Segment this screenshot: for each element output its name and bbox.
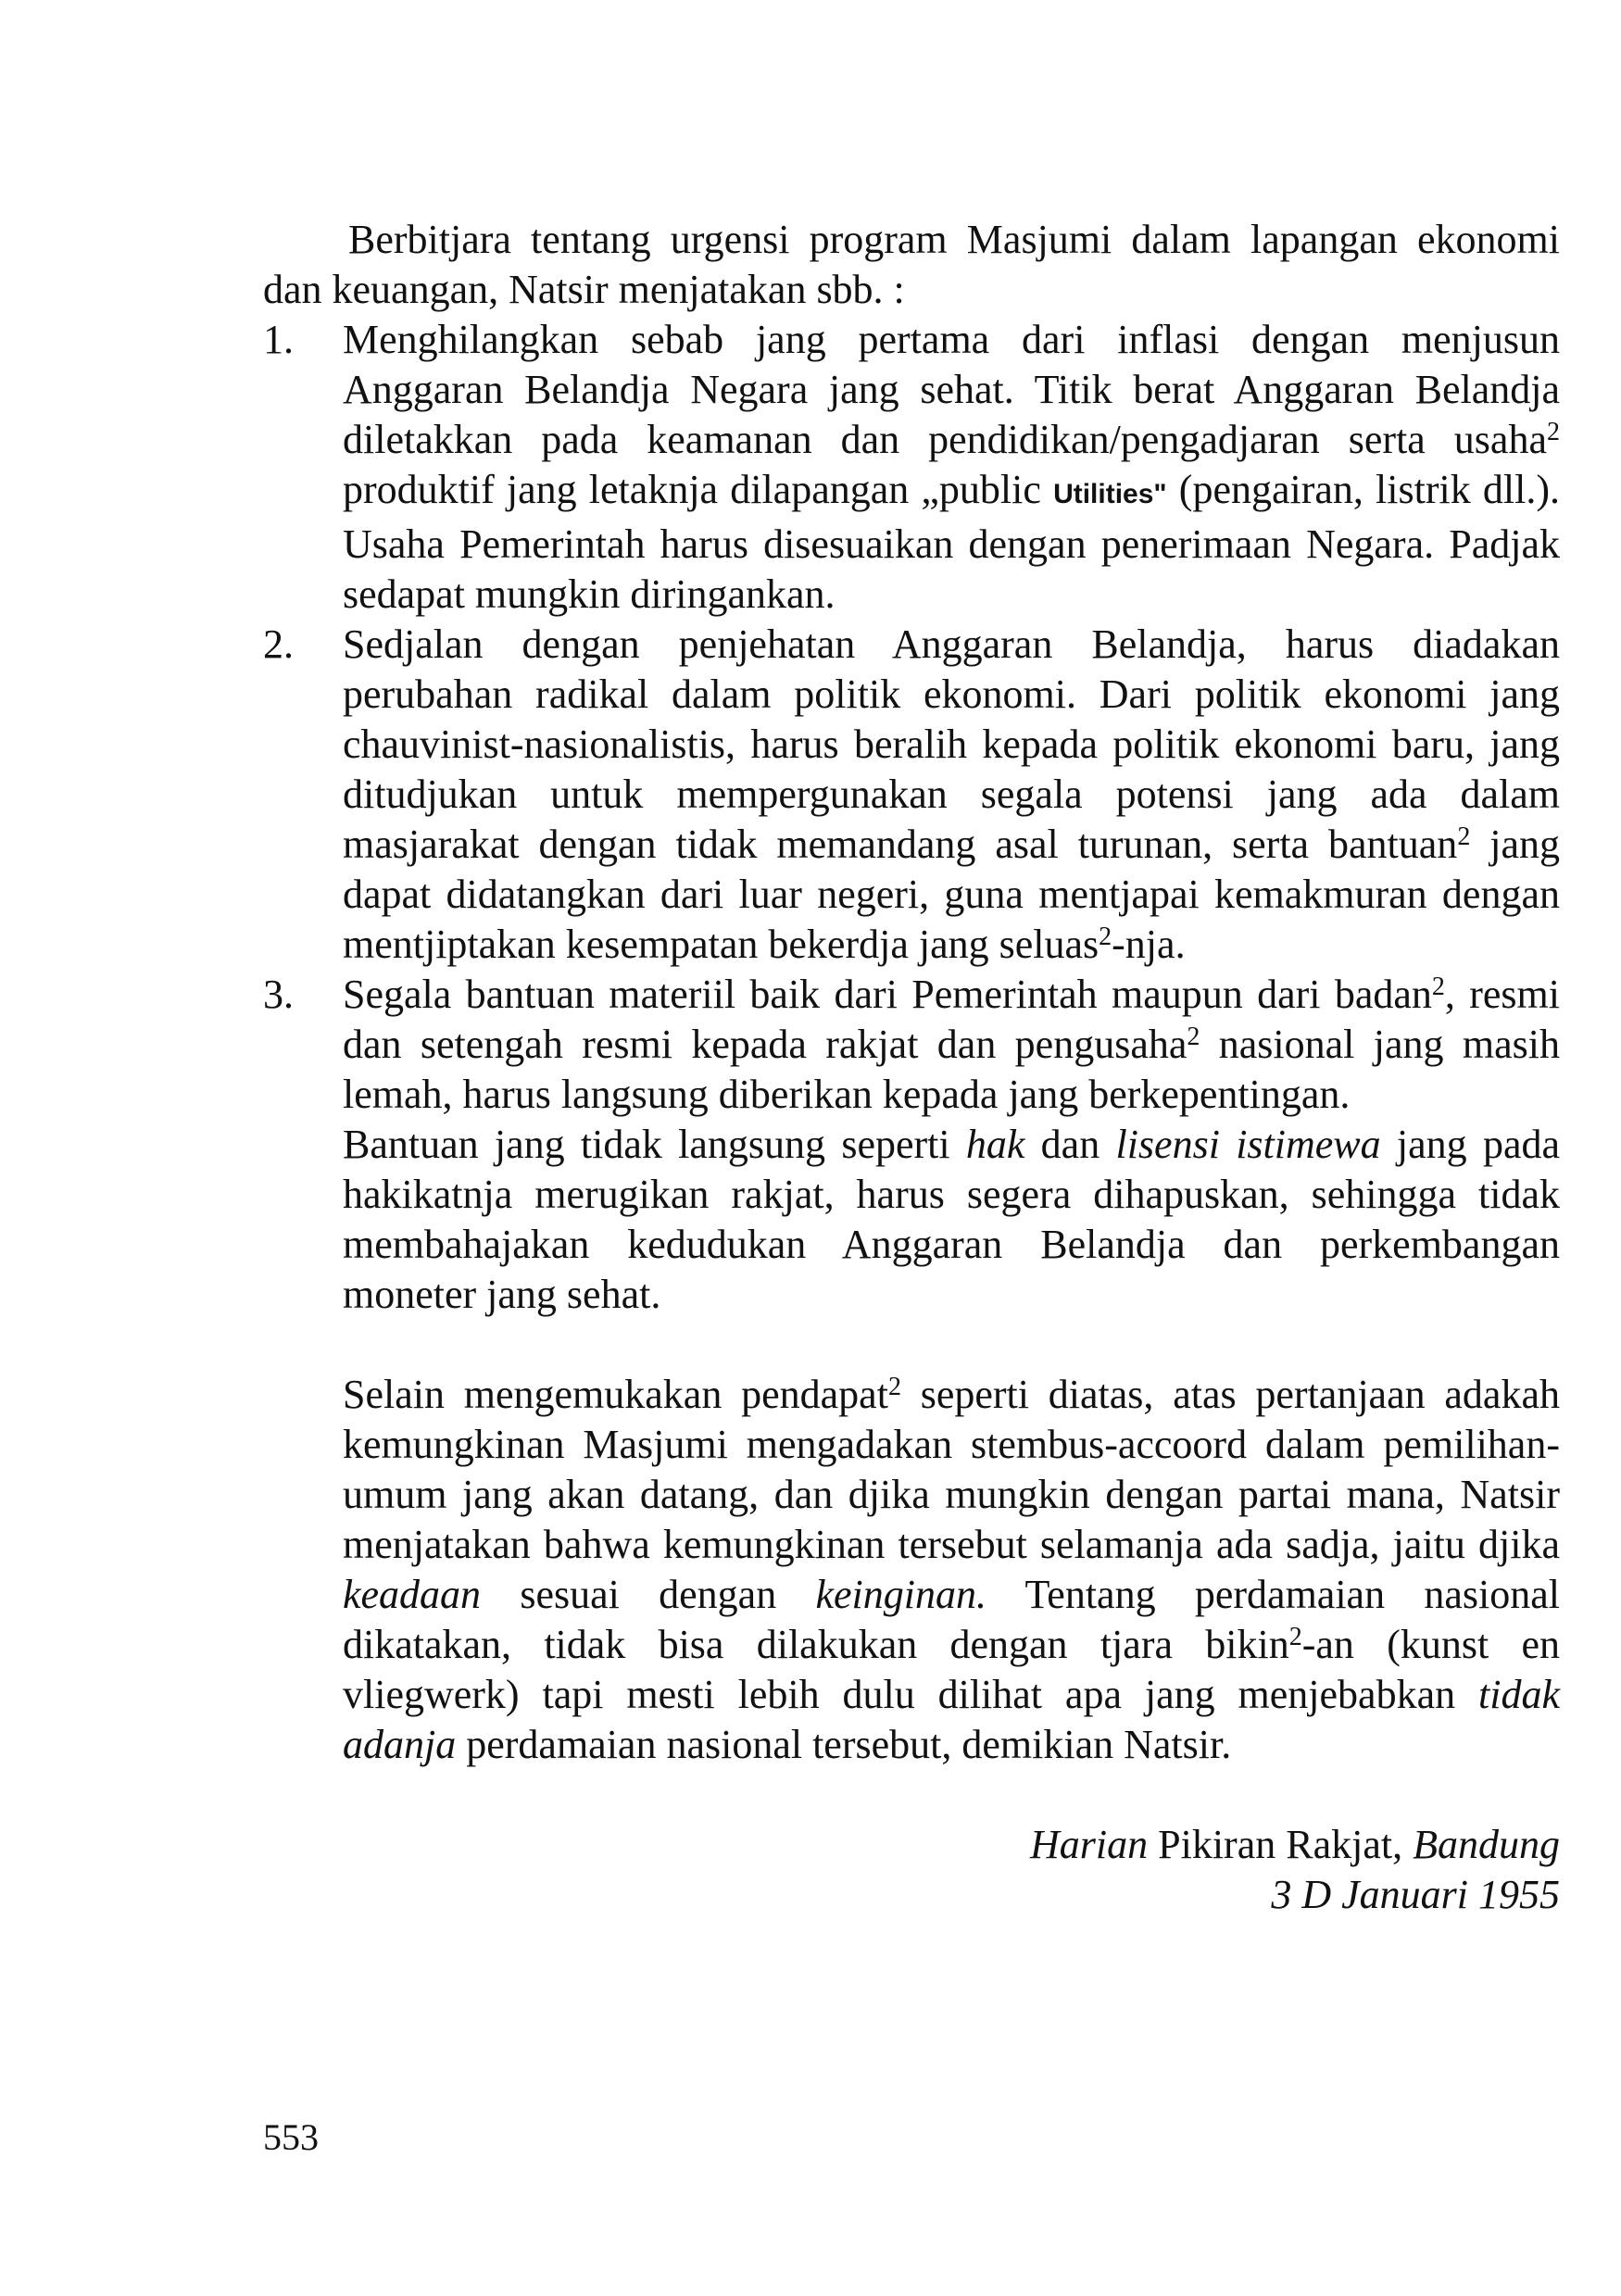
source-publication: Harian Pikiran Rakjat, Bandung <box>1030 1822 1560 1867</box>
page-number: 553 <box>263 2116 319 2158</box>
intro-paragraph: Berbitjara tentang urgensi program Masjumi dalam lapangan ekonomi dan keuangan, Natsir menjatakan sbb. : <box>263 217 1560 312</box>
source-date: 3 D Januari 1955 <box>1271 1872 1560 1917</box>
item-number: 1. <box>263 317 294 362</box>
list-item: 2. Sedjalan dengan penjehatan Anggaran Belandja, harus diadakan perubahan radikal dalam politik ekonomi. Dari politik ekonomi jang chauvinist-nasionalistis, harus beralih kepada politik ekonomi baru, jang ditudjukan untuk mempergunakan segala potensi jang ada dalam masjarakat dengan tidak memandang asal turunan, serta bantuan$^2$ jang dapat didatangkan dari luar negeri, guna mentjapai kemakmuran dengan mentjiptakan kesempatan bekerdja jang seluas$^2$-nja. <box>263 621 1560 967</box>
utilities-word: Utilities" <box>1053 479 1167 509</box>
item-number: 3. <box>263 972 294 1017</box>
document-body <box>263 215 1560 1920</box>
item-3-continuation: Bantuan jang tidak langsung seperti hak dan lisensi istimewa jang pada hakikatnja merugikan rakjat, harus segera dihapuskan, sehingga tidak membahajakan kedudukan Anggaran Belandja dan perkembangan moneter jang sehat. <box>343 1122 1561 1317</box>
item-number: 2. <box>263 621 294 667</box>
numbered-list <box>263 315 1560 1120</box>
source-citation <box>263 1820 1560 1920</box>
list-item: 1. Menghilangkan sebab jang pertama dari inflasi dengan menjusun Anggaran Belandja Negara jang sehat. Titik berat Anggaran Belandja diletakkan pada keamanan dan pendidikan/pengadjaran serta usaha$^2$ produktif jang letaknja dilapangan „public Utilities" (pengairan, listrik dll.). Usaha Pemerintah harus disesuaikan dengan penerimaan Negara. Padjak sedapat mungkin diringankan. <box>263 317 1560 617</box>
list-item: 3. Segala bantuan materiil baik dari Pemerintah maupun dari badan$^2$, resmi dan setengah resmi kepada rakjat dan pengusaha$^2$ nasional jang masih lemah, harus langsung diberikan kepada jang berkepentingan. <box>263 972 1560 1117</box>
closing-paragraph: Selain mengemukakan pendapat$^2$ seperti diatas, atas pertanjaan adakah kemungkinan Masjumi mengadakan stembus-accoord dalam pemilihan-umum jang akan datang, dan djika mungkin dengan partai mana, Natsir menjatakan bahwa kemungkinan tersebut selamanja ada sadja, jaitu djika keadaan sesuai dengan keinginan. Tentang perdamaian nasional dikatakan, tidak bisa dilakukan dengan tjara bikin$^2$-an (kunst en vliegwerk) tapi mesti lebih dulu dilihat apa jang menjebabkan tidak adanja perdamaian nasional tersebut, demikian Natsir. <box>343 1372 1560 1767</box>
